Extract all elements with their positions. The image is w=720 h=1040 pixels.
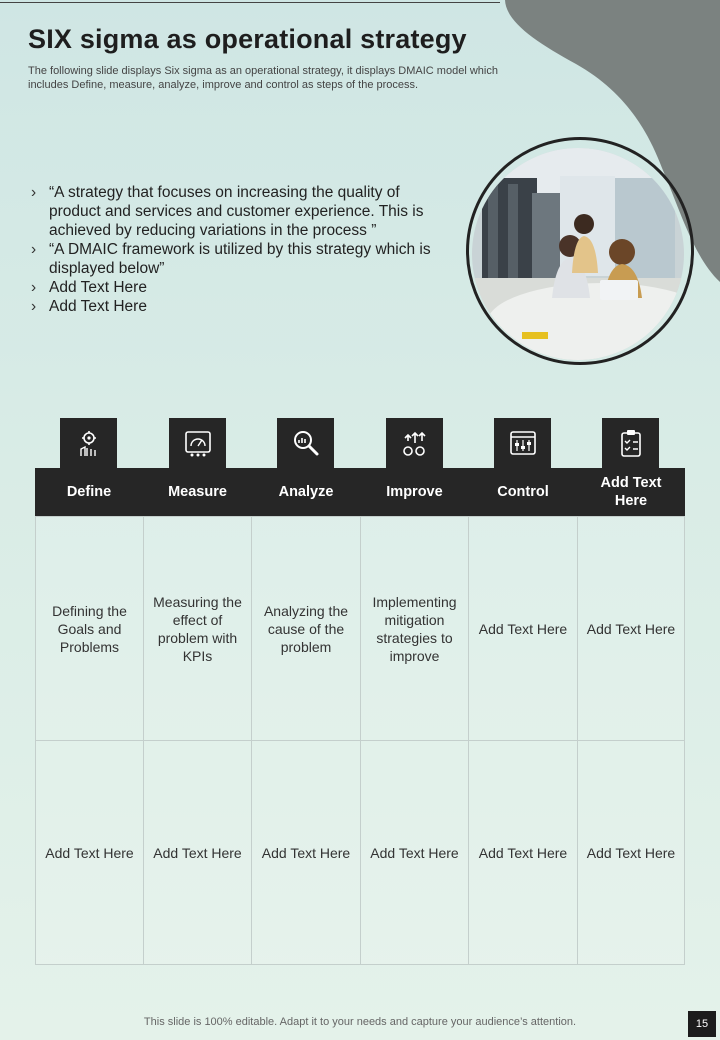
team-meeting-photo: [472, 148, 684, 360]
improve-tab: [386, 418, 443, 468]
column-header: Add Text Here: [600, 475, 662, 509]
column-header: Improve: [386, 484, 443, 500]
gears-growth-icon: [399, 427, 431, 459]
clipboard-checklist-icon: [615, 427, 647, 459]
gear-hand-icon: [73, 427, 105, 459]
table-cell: Defining the Goals and Problems: [35, 516, 144, 741]
control-tab: [494, 418, 551, 468]
bullet-item: › “A strategy that focuses on increasing the quality of product and services and customer experience. This is achieved by reducing variations in the process ”: [28, 183, 448, 240]
measure-tab: [169, 418, 226, 468]
table-cell: Implementing mitigation strategies to improve: [360, 516, 469, 741]
table-cell: Add Text Here: [251, 740, 361, 965]
gauge-monitor-icon: [182, 427, 214, 459]
column-header: Measure: [168, 484, 227, 500]
page-subtitle: The following slide displays Six sigma as an operational strategy, it displays DMAIC model which includes Define, measure, analyze, improve and control as steps of the process.: [28, 65, 498, 91]
table-cell: Add Text Here: [577, 516, 685, 741]
bullet-list: [28, 183, 448, 316]
bullet-item: › Add Text Here: [28, 297, 448, 316]
table-cell: Add Text Here: [577, 740, 685, 965]
table-cell: Add Text Here: [35, 740, 144, 965]
column-header: Control: [497, 484, 549, 500]
table-cell: Add Text Here: [468, 516, 578, 741]
control-panel-icon: [507, 427, 539, 459]
table-cell: Add Text Here: [143, 740, 252, 965]
bullet-item: › Add Text Here: [28, 278, 448, 297]
column-header: Analyze: [278, 484, 334, 500]
footer-note: This slide is 100% editable. Adapt it to your needs and capture your audience’s attention.: [143, 1016, 577, 1028]
magnifier-chart-icon: [290, 427, 322, 459]
page-title: SIX sigma as operational strategy: [28, 24, 467, 54]
table-cell: Measuring the effect of problem with KPIs: [143, 516, 252, 741]
table-cell: Add Text Here: [360, 740, 469, 965]
table-cell: Add Text Here: [468, 740, 578, 965]
column-header: Define: [66, 484, 112, 500]
bullet-item: › “A DMAIC framework is utilized by this strategy which is displayed below”: [28, 240, 448, 278]
table-header-row: [35, 468, 685, 516]
page-number: 15: [688, 1011, 716, 1037]
analyze-tab: [277, 418, 334, 468]
define-tab: [60, 418, 117, 468]
add-text-tab: [602, 418, 659, 468]
table-cell: Analyzing the cause of the problem: [251, 516, 361, 741]
